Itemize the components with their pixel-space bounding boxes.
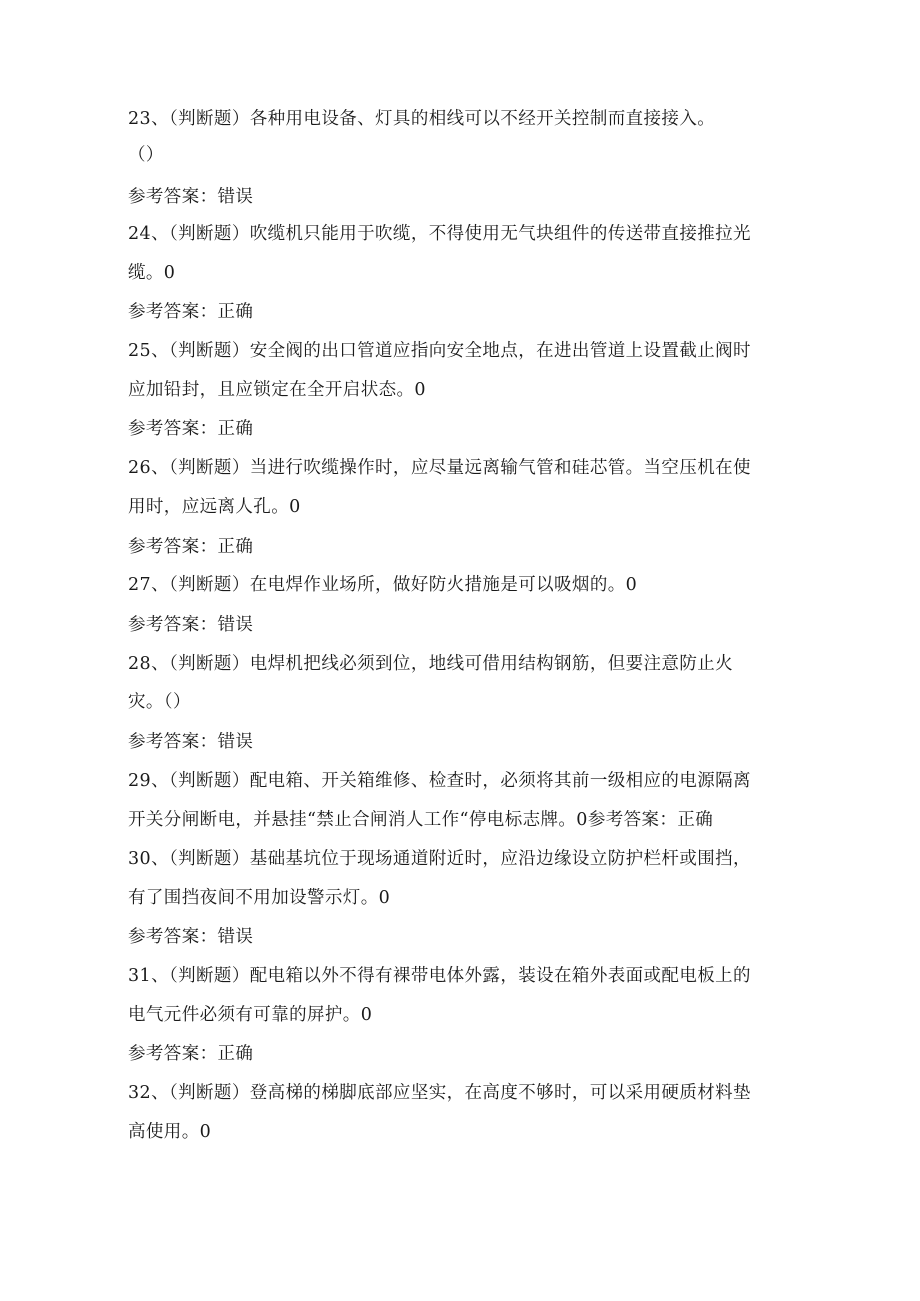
question-29-line-2: 开关分闸断电，并悬挂“禁止合闸消人工作“停电标志牌。0参考答案：正确 [128, 810, 714, 830]
question-25-line-2: 应加铅封，且应锁定在全开启状态。0 [128, 380, 426, 400]
answer-31: 参考答案：正确 [128, 1044, 254, 1064]
question-23-line-2: （） [128, 145, 164, 165]
answer-25: 参考答案：正确 [128, 419, 254, 439]
question-29-line-1: 29、（判断题）配电箱、开关箱维修、检查时，必须将其前一级相应的电源隔离 [128, 771, 751, 791]
question-32-line-2: 高使用。0 [128, 1122, 212, 1142]
question-28-line-1: 28、（判断题）电焊机把线必须到位，地线可借用结构钢筋，但要注意防止火 [128, 654, 734, 674]
answer-26: 参考答案：正确 [128, 537, 254, 557]
question-32-line-1: 32、（判断题）登高梯的梯脚底部应坚实，在高度不够时，可以采用硬质材料垫 [128, 1083, 751, 1103]
answer-27: 参考答案：错误 [128, 615, 254, 635]
question-28-line-2: 灾。（） [128, 692, 191, 712]
question-24-line-1: 24、（判断题）吹缆机只能用于吹缆，不得使用无气块组件的传送带直接推拉光 [128, 224, 751, 244]
question-26-line-2: 用时，应远离人孔。0 [128, 497, 301, 517]
answer-24: 参考答案：正确 [128, 302, 254, 322]
question-27-line-1: 27、（判断题）在电焊作业场所，做好防火措施是可以吸烟的。0 [128, 575, 638, 595]
answer-23: 参考答案：错误 [128, 187, 254, 207]
answer-28: 参考答案：错误 [128, 732, 254, 752]
question-23-line-1: 23、（判断题）各种用电设备、灯具的相线可以不经开关控制而直接接入。 [128, 109, 716, 129]
answer-30: 参考答案：错误 [128, 927, 254, 947]
question-31-line-2: 电气元件必须有可靠的屏护。0 [128, 1005, 373, 1025]
question-31-line-1: 31、（判断题）配电箱以外不得有裸带电体外露，装设在箱外表面或配电板上的 [128, 966, 751, 986]
question-24-line-2: 缆。0 [128, 263, 176, 283]
question-26-line-1: 26、（判断题）当进行吹缆操作时，应尽量远离输气管和硅芯管。当空压机在使 [128, 458, 751, 478]
question-30-line-1: 30、（判断题）基础基坑位于现场通道附近时，应沿边缘设立防护栏杆或围挡， [128, 849, 751, 869]
question-25-line-1: 25、（判断题）安全阀的出口管道应指向安全地点，在进出管道上设置截止阀时 [128, 341, 751, 361]
question-30-line-2: 有了围挡夜间不用加设警示灯。0 [128, 888, 391, 908]
